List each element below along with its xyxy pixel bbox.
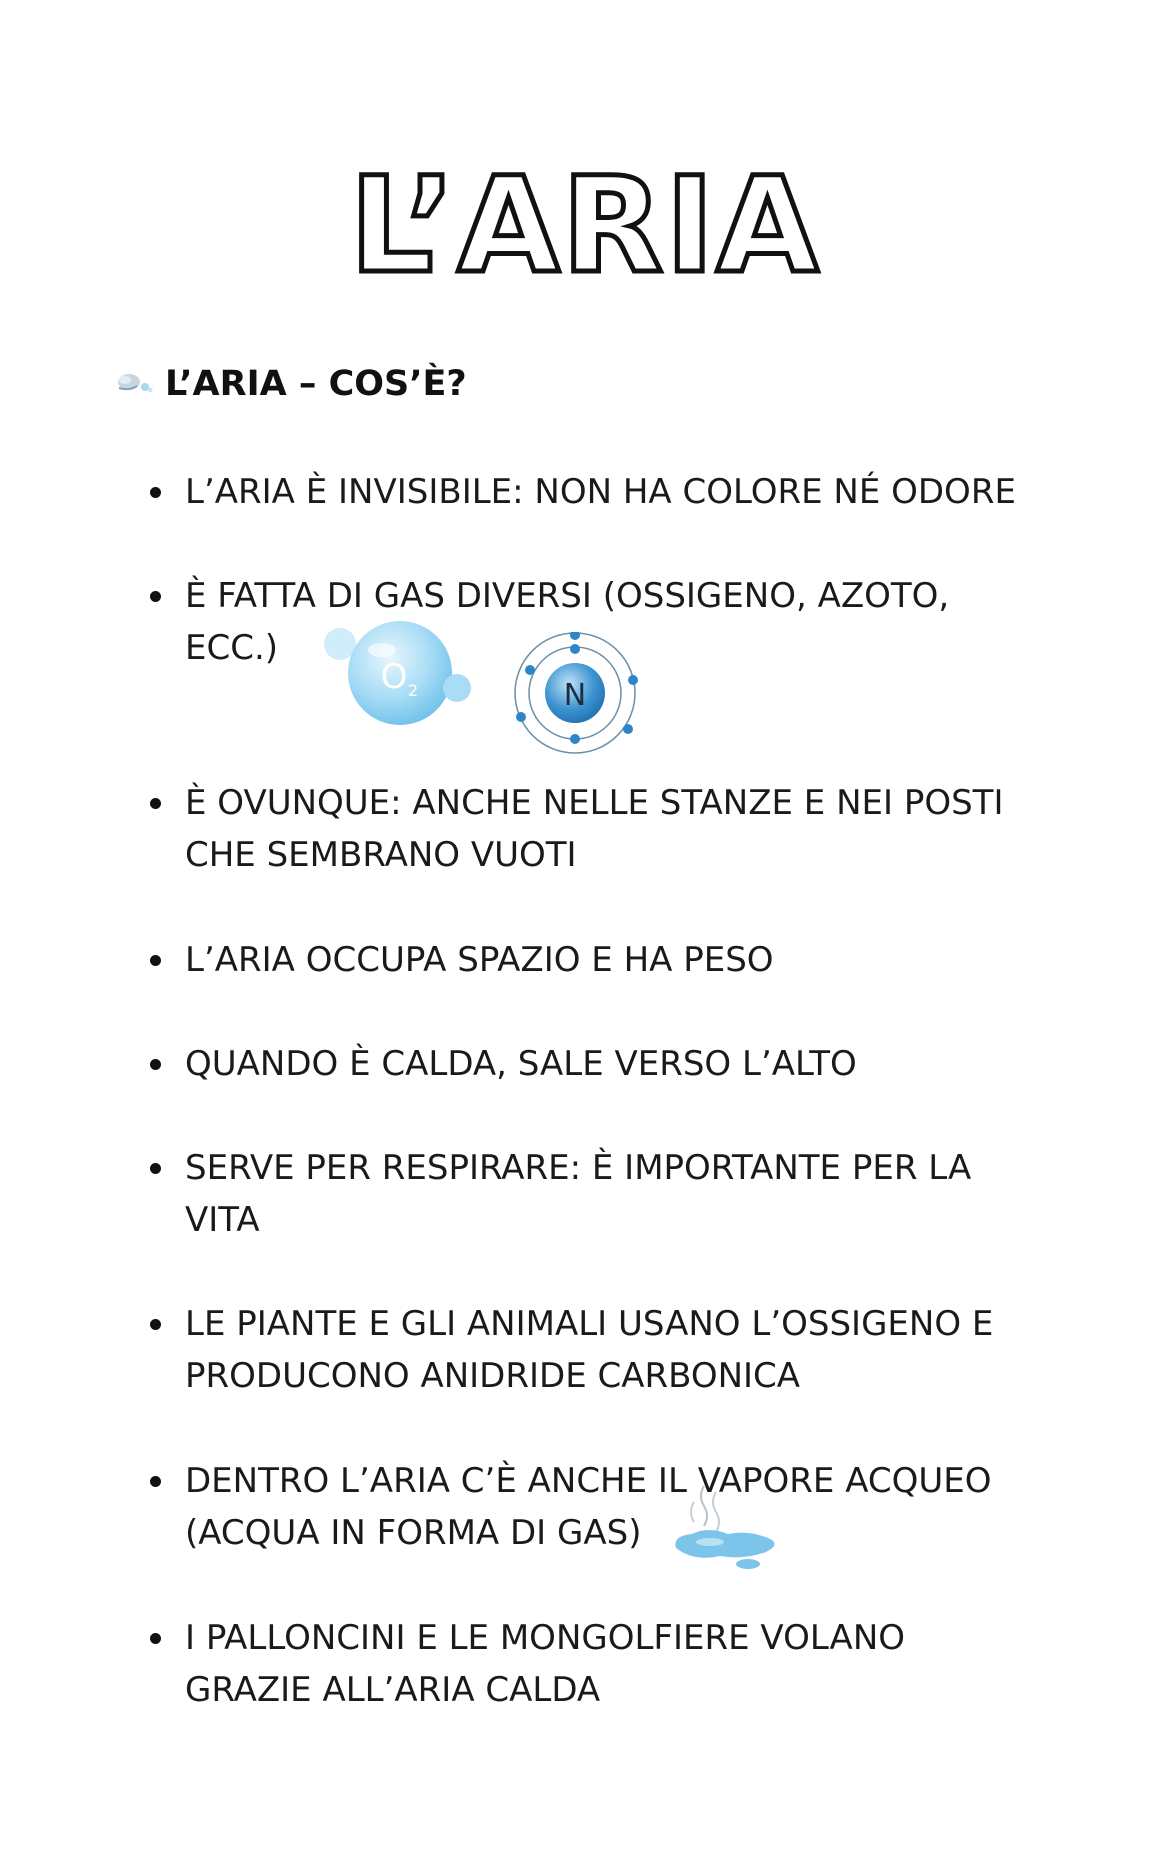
list-item-text: SERVE PER RESPIRARE: È IMPORTANTE PER LA VITA (185, 1148, 972, 1240)
list-item (150, 1142, 1030, 1246)
nitrogen-label: N (563, 678, 587, 713)
bullet (150, 1059, 161, 1070)
bullet (150, 1633, 161, 1644)
list-item (150, 1455, 1030, 1559)
list-item (150, 777, 1030, 881)
list-item-text: DENTRO L’ARIA C’È ANCHE IL VAPORE ACQUEO (ACQUA IN FORMA DI GAS) (185, 1461, 992, 1553)
list-item (150, 1038, 1030, 1090)
page-title: L’ARIA (349, 149, 821, 303)
bullet (150, 1319, 161, 1330)
list-item-text: È OVUNQUE: ANCHE NELLE STANZE E NEI POSTI CHE SEMBRANO VUOTI (185, 783, 1004, 875)
bullet (150, 1163, 161, 1174)
bullet (150, 955, 161, 966)
section-heading (115, 364, 467, 404)
list-item-text: L’ARIA OCCUPA SPAZIO E HA PESO (185, 940, 774, 980)
nitrogen-atom-icon (508, 632, 642, 754)
list-item-text: QUANDO È CALDA, SALE VERSO L’ALTO (185, 1044, 857, 1084)
bullet (150, 1476, 161, 1487)
list-item (150, 466, 1030, 518)
oxygen-bubble-icon (322, 618, 474, 728)
bullet (150, 798, 161, 809)
list-item (150, 1298, 1030, 1402)
oxygen-subscript: 2 (407, 681, 419, 700)
list-item-text: L’ARIA È INVISIBILE: NON HA COLORE NÉ ODORE (185, 472, 1016, 512)
bullet (150, 591, 161, 602)
section-title: L’ARIA – COS’È? (165, 364, 467, 404)
water-vapor-puddle-icon (670, 1482, 782, 1574)
wind-icon (115, 369, 153, 399)
list-item (150, 934, 1030, 986)
list-item-text: È FATTA DI GAS DIVERSI (OSSIGENO, AZOTO, ECC.) (185, 576, 950, 668)
list-item-text: LE PIANTE E GLI ANIMALI USANO L’OSSIGENO E PRODUCONO ANIDRIDE CARBONICA (185, 1304, 994, 1396)
list-item-text: I PALLONCINI E LE MONGOLFIERE VOLANO GRAZIE ALL’ARIA CALDA (185, 1618, 906, 1710)
list-item (150, 1612, 1030, 1716)
bullet (150, 487, 161, 498)
oxygen-label: O (380, 657, 408, 697)
